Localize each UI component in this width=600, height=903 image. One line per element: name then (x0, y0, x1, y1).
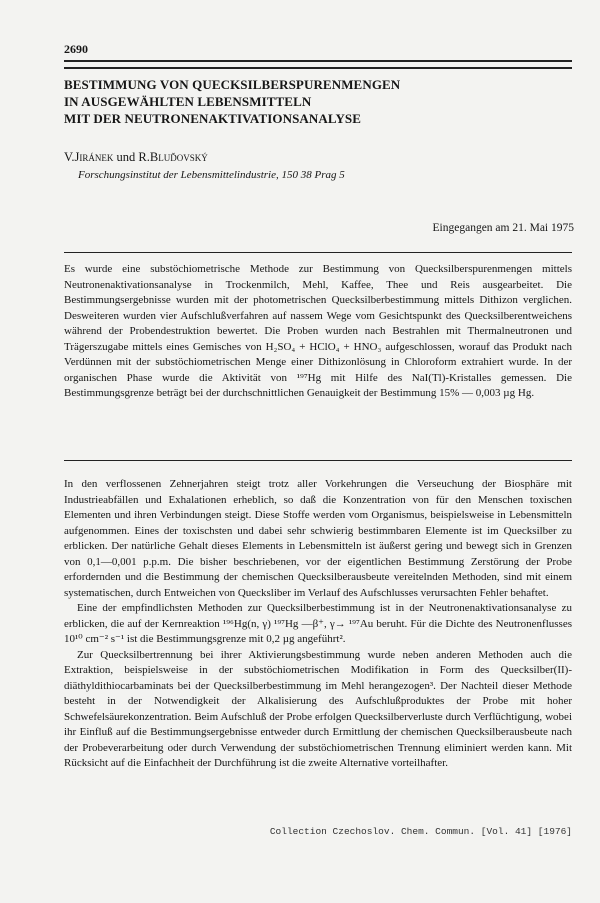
body-paragraph-2 (64, 601, 572, 648)
authors-and: und (113, 150, 139, 164)
journal-citation: Collection Czechoslov. Chem. Commun. [Vol. 41] [1976] (269, 826, 572, 837)
abstract-rule-bottom (64, 460, 572, 461)
abstract-text-2: aufgeschlossen, worauf das Produkt nach Verdünnen mit der substöchiometrischen Menge einer Dithizonlösung in Chloroform extrahiert wurde. In der organischen Phase wurde die Aktivität von (64, 340, 572, 384)
isotope-hg197: ¹⁹⁷Hg (296, 371, 322, 384)
article-title (64, 76, 574, 127)
body-paragraph-3: Zur Quecksilbertrennung bei ihrer Aktivierungsbestimmung wurde neben anderen Methoden auch die Extraktion, beispielsweise in der substöchiometrischen Modifikation in Form des Quecksilber(II)-diäthyldithiocarbaminats bei der Quecksilberbestimmung im Mehl herangezogen³. Der Nachteil dieser Methode besteht in der Notwendigkeit der Alkalisierung des Aufschlußproduktes der Probe mit hoher Schwefelsäurekonzentration. Beim Aufschluß der Probe erfolgen Quecksilberverluste durch Verflüchtigung, wobei ihr Einfluß auf die Bestimmungsergebnisse entweder durch Ermittlung der chemischen Quecksilberausbeute nach der Probeverarbeitung oder durch Verwendung der substöchiometrischen Trennung eliminiert werden kann. Mit Rücksicht auf die Einfachheit der Durchführung ist die zweite Alternative vorteilhafter. (64, 648, 572, 769)
abstract-text-1: Es wurde eine substöchiometrische Methode zur Bestimmung von Quecksilberspurenmengen mittels Neutronenaktivationsanalyse in Trockenmilch, Mehl, Kaffee, Thee und Reis ausgearbeitet. Die Bestimmungsergebnisse wurden mit der photometrischen Quecksilberbestimmung mittels Dithizon verglichen. Desweiteren wurden vier Aufschlußverfahren auf nassem Wege vom Gesichtspunkt des Quecksilberentweichens während der Probendestruktion bewertet. Die Proben wurden nach Bestrahlen mit Thermalneutronen und Trägerszugabe mittels eines Gemisches von (64, 263, 572, 353)
body-paragraph-1: In den verflossenen Zehnerjahren steigt trotz aller Vorkehrungen die Verseuchung der Biosphäre mit Industrieabfällen und Exhalationen erheblich, so daß die Konzentration von für den Menschen toxischen Elementen und ihren Verbindungen steigt. Diese Stoffe werden vom Organismus, beispielsweise in Lebensmitteln aufgenommen. Eines der toxischsten und dabei sehr schwierig bestimmbaren Elemente ist im Quecksilber zu erblicken. Der natürliche Gehalt dieses Elements in Lebensmitteln ist äußerst gering und bewegt sich in Grenzen von 0,1—0,001 p.p.m. Die bisher beschriebenen, vor der eigentlichen Bestimmung Zerstörung der Probe erfordernden und die Bestimmung der chemischen Quecksilberausbeute vereitelnden Methoden, sind mit einem systematischen, durch Entweichen von Quecksliber im Verlauf des Aufschlusses verursachten Fehler behaftet. (64, 478, 572, 599)
authors (64, 150, 208, 165)
author1-name: Jiránek (74, 150, 114, 164)
abstract (64, 262, 572, 402)
abstract-text-3: mit Hilfe des NaI(Tl)-Kristalles gemessen. Die Bestimmungsgrenze beträgt bei der durchschnittlichen Genauigkeit der Bestimmung 15% — 0,003 µg Hg. (64, 371, 572, 399)
received-date: Eingegangen am 21. Mai 1975 (432, 222, 574, 234)
abstract-rule-top (64, 252, 572, 253)
chem-formula: H₂SO₄ + HClO₄ + HNO₃ (265, 340, 382, 353)
title-line-1: BESTIMMUNG VON QUECKSILBERSPURENMENGEN (64, 77, 401, 92)
title-line-3: MIT DER NEUTRONENAKTIVATIONSANALYSE (64, 111, 362, 126)
header-rule-bottom (64, 67, 572, 69)
neutron-flux: 10¹⁰ cm⁻² s⁻¹ (64, 633, 125, 645)
article-body (64, 477, 572, 772)
header-rule-top (64, 60, 572, 62)
body-text-2c: ist die Bestimmungsgrenze mit 0,2 µg angeführt². (124, 633, 346, 645)
affiliation: Forschungsinstitut der Lebensmittelindustrie, 150 38 Prag 5 (78, 169, 345, 181)
nuclear-reaction: ¹⁹⁶Hg(n, γ) ¹⁹⁷Hg —β⁺, γ→ ¹⁹⁷Au (222, 617, 374, 630)
author2-name: Bluďovský (149, 150, 208, 164)
body-text-2a: Eine der empfindlichsten Methoden zur Quecksilberbestimmung ist in der Neutronenaktivationsanalyse zu erblicken, die auf der Kernreaktion (64, 602, 572, 630)
title-line-2: IN AUSGEWÄHLTEN LEBENSMITTELN (64, 94, 312, 109)
page-number: 2690 (64, 42, 88, 56)
author1-initial: V. (64, 150, 75, 164)
abstract-paragraph (64, 262, 572, 402)
author2-initial: R. (138, 150, 150, 164)
body-text-2b: beruht. Für die Dichte des Neutronenflusses (373, 617, 572, 630)
